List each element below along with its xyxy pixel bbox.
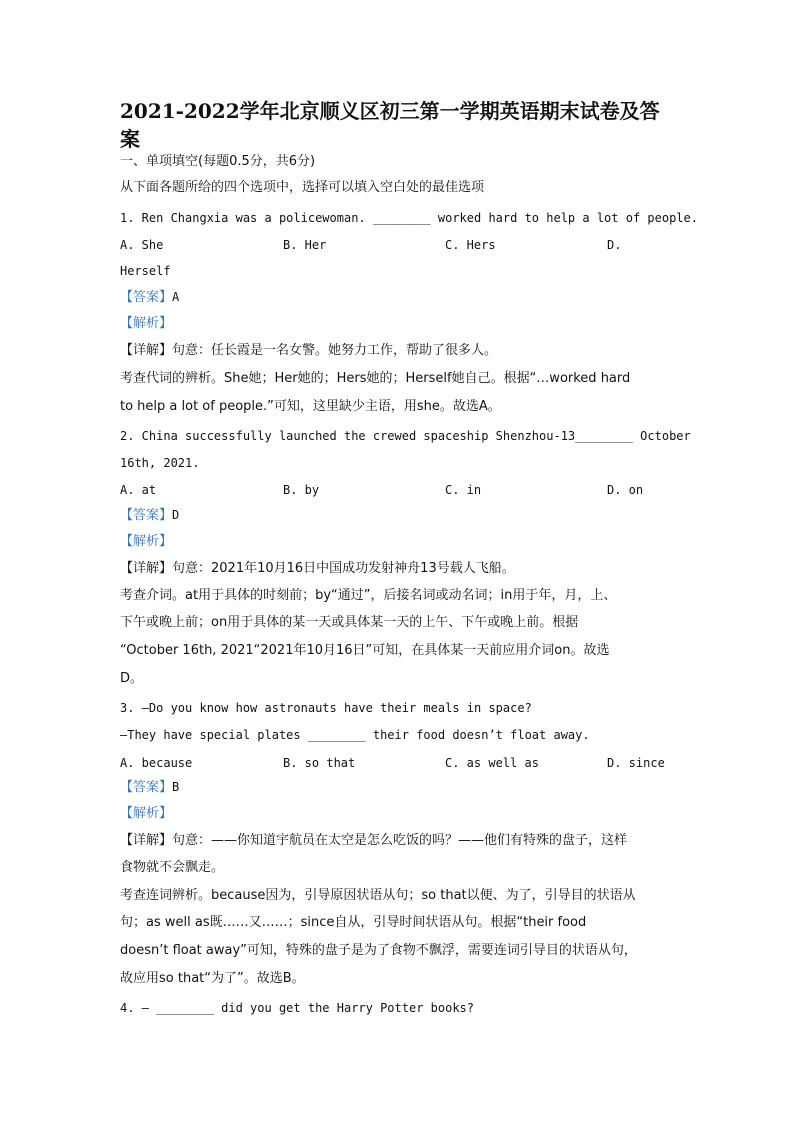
question-3-option-d: D. since bbox=[607, 756, 665, 770]
question-2-analysis-label: 【解析】 bbox=[120, 534, 173, 549]
detail-label: 【详解】 bbox=[120, 343, 173, 358]
question-3-analysis-label: 【解析】 bbox=[120, 806, 173, 821]
question-1-detail-line: 考查代词的辨析。She她；Her她的；Hers她的；Herself她自己。根据“…worked hard bbox=[120, 371, 631, 386]
answer-label: 【答案】 bbox=[120, 508, 173, 523]
question-2-stem-continued: 16th, 2021. bbox=[120, 456, 200, 470]
question-2-option-c: C. in bbox=[445, 483, 482, 497]
question-3-answer bbox=[120, 779, 179, 796]
question-1-option-b: B. Her bbox=[283, 238, 327, 252]
detail-text: 句意：任长霞是一名女警。她努力工作，帮助了很多人。 bbox=[172, 343, 498, 358]
answer-value: A bbox=[172, 290, 180, 304]
question-2-detail-line: 下午或晚上前；on用于具体的某一天或具体某一天的上午、下午或晚上前。根据 bbox=[120, 615, 579, 630]
detail-label: 【详解】 bbox=[120, 561, 173, 576]
section-heading: 一、单项填空(每题0.5分，共6分) bbox=[120, 154, 316, 169]
question-1-stem: 1. Ren Changxia was a policewoman. ________ worked hard to help a lot of people. bbox=[120, 211, 698, 225]
question-2-option-d: D. on bbox=[607, 483, 644, 497]
section-instruction: 从下面各题所给的四个选项中，选择可以填入空白处的最佳选项 bbox=[120, 180, 485, 195]
question-3-detail-line bbox=[120, 833, 627, 849]
question-3-detail-line: 考查连词辨析。because因为，引导原因状语从句；so that以便、为了，引导目的状语从 bbox=[120, 888, 636, 903]
question-1-detail-line: to help a lot of people.”可知，这里缺少主语，用she。故选A。 bbox=[120, 399, 501, 414]
question-3-option-c: C. as well as bbox=[445, 756, 539, 770]
question-3-detail-line: doesn’t float away”可知，特殊的盘子是为了食物不飘浮，需要连词引导目的状语从句， bbox=[120, 943, 637, 958]
page-title-continued: 案 bbox=[120, 127, 140, 151]
detail-label: 【详解】 bbox=[120, 833, 173, 848]
question-4-stem: 4. — ________ did you get the Harry Potter books? bbox=[120, 1001, 475, 1015]
question-2-detail-line: D。 bbox=[120, 671, 144, 686]
question-1-option-a: A. She bbox=[120, 238, 164, 252]
question-2-option-a: A. at bbox=[120, 483, 157, 497]
page-title: 2021-2022学年北京顺义区初三第一学期英语期末试卷及答 bbox=[120, 99, 660, 123]
answer-value: D bbox=[172, 508, 180, 522]
question-1-option-d: D. bbox=[607, 238, 622, 252]
question-3-detail-line: 故应用so that“为了”。故选B。 bbox=[120, 971, 305, 986]
question-2-option-b: B. by bbox=[283, 483, 320, 497]
question-2-answer bbox=[120, 507, 179, 524]
detail-text: 句意：——你知道宇航员在太空是怎么吃饭的吗？——他们有特殊的盘子，这样 bbox=[172, 833, 628, 848]
question-2-detail-line: 考查介词。at用于具体的时刻前；by“通过”，后接名词或动名词；in用于年，月，上、 bbox=[120, 588, 617, 603]
answer-value: B bbox=[172, 780, 180, 794]
question-2-detail-line bbox=[120, 561, 515, 577]
question-3-stem: 3. —Do you know how astronauts have their meals in space? bbox=[120, 701, 532, 715]
question-1-option-d-text: Herself bbox=[120, 264, 171, 278]
question-2-stem: 2. China successfully launched the crewed spaceship Shenzhou-13________ October bbox=[120, 429, 691, 443]
question-3-stem-continued: —They have special plates ________ their food doesn’t float away. bbox=[120, 728, 590, 742]
question-1-option-c: C. Hers bbox=[445, 238, 496, 252]
question-2-detail-line: “October 16th, 2021“2021年10月16日”可知，在具体某一天前应用介词on。故选 bbox=[120, 643, 610, 658]
detail-text: 句意：2021年10月16日中国成功发射神舟13号载人飞船。 bbox=[172, 561, 515, 576]
question-1-answer bbox=[120, 289, 179, 306]
answer-label: 【答案】 bbox=[120, 290, 173, 305]
question-3-option-b: B. so that bbox=[283, 756, 356, 770]
question-3-option-a: A. because bbox=[120, 756, 193, 770]
question-3-detail-line: 句；as well as既……又……；since自从，引导时间状语从句。根据“their food bbox=[120, 915, 587, 930]
answer-label: 【答案】 bbox=[120, 780, 173, 795]
question-1-analysis-label: 【解析】 bbox=[120, 316, 173, 331]
question-1-detail-line bbox=[120, 343, 497, 359]
question-3-detail-line: 食物就不会飘走。 bbox=[120, 860, 225, 875]
